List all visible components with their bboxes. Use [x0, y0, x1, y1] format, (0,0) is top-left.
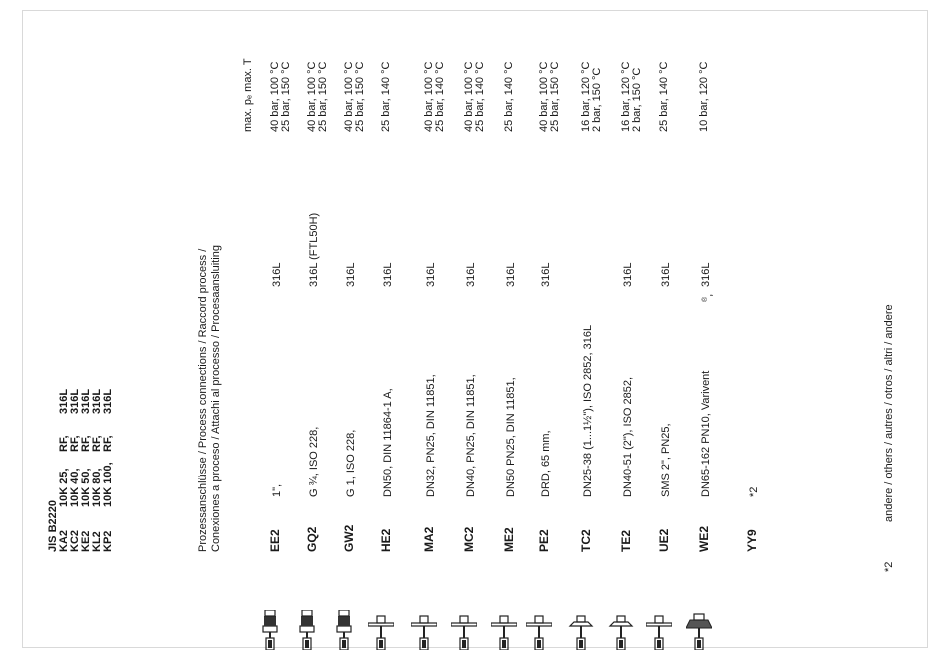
row-material: 316L (FTL50H): [308, 212, 320, 287]
row-code: GW2: [342, 524, 356, 552]
row-max-pressure-1: 40 bar, 100 °C: [343, 61, 355, 132]
row-code: YY9: [745, 529, 759, 552]
jis-spec: 10K 40,: [69, 468, 81, 507]
sensor-clamp-icon: [608, 610, 634, 650]
row-material: 316L: [271, 262, 283, 287]
row-code: WE2: [697, 525, 711, 552]
jis-code: KL2: [91, 531, 103, 552]
sensor-clamp-icon: [568, 610, 594, 650]
row-max-pressure-2: 25 bar, 140 °C: [434, 61, 446, 132]
row-code: PE2: [537, 529, 551, 552]
row-description: *2: [748, 486, 760, 497]
jis-flange: RF,: [58, 435, 70, 452]
row-code: EE2: [268, 529, 282, 552]
jis-material: 316L: [69, 388, 81, 414]
max-label: max. pₑ max. T: [242, 58, 254, 132]
row-code: MC2: [462, 526, 476, 552]
sensor-flange-icon: [451, 610, 477, 650]
row-max-pressure-1: 40 bar, 100 °C: [538, 61, 550, 132]
row-max-pressure-1: 25 bar, 140 °C: [503, 61, 515, 132]
row-max-pressure-2: 2 bar, 150 °C: [631, 67, 643, 132]
row-material: 316L: [382, 262, 394, 287]
sensor-varivent-icon: [686, 610, 712, 650]
jis-flange: RF,: [80, 435, 92, 452]
row-max-pressure-2: 25 bar, 150 °C: [280, 61, 292, 132]
registered-mark: ®: [702, 296, 709, 302]
row-max-pressure-2: 2 bar, 150 °C: [591, 67, 603, 132]
row-max-pressure-1: 10 bar, 120 °C: [698, 61, 710, 132]
jis-code: KC2: [69, 529, 81, 552]
jis-flange: RF,: [69, 435, 81, 452]
row-description: DN50, DIN 11864-1 A,: [382, 388, 394, 497]
jis-flange: RF,: [91, 435, 103, 452]
jis-spec: 10K 50,: [80, 468, 92, 507]
jis-material: 316L: [102, 388, 114, 414]
sensor-flange-icon: [646, 610, 672, 650]
row-description: DN40-51 (2"), ISO 2852,: [622, 376, 634, 497]
row-description: SMS 2", PN25,: [660, 423, 672, 497]
row-description: G 1, ISO 228,: [345, 429, 357, 497]
row-description: DN32, PN25, DIN 11851,: [425, 374, 437, 497]
row-max-pressure-2: 25 bar, 150 °C: [317, 61, 329, 132]
jis-flange: RF,: [102, 435, 114, 452]
row-description-suffix: [700, 294, 715, 302]
row-description: DRD, 65 mm,: [540, 430, 552, 497]
jis-spec: 10K 80,: [91, 468, 103, 507]
row-code: TE2: [619, 529, 633, 552]
sensor-flange-icon: [411, 610, 437, 650]
row-max-pressure-1: 25 bar, 140 °C: [380, 61, 392, 132]
row-material: 316L: [700, 262, 712, 287]
jis-code: KE2: [80, 530, 92, 552]
row-max-pressure-1: 40 bar, 100 °C: [306, 61, 318, 132]
sensor-flange-icon: [491, 610, 517, 650]
row-max-pressure-1: 40 bar, 100 °C: [423, 61, 435, 132]
jis-spec: 10K 25,: [58, 468, 70, 507]
jis-code: KA2: [58, 529, 70, 552]
row-description: 1",: [271, 483, 283, 497]
row-description: DN50 PN25, DIN 11851,: [505, 377, 517, 497]
row-material: 316L: [540, 262, 552, 287]
row-max-pressure-1: 16 bar, 120 °C: [620, 61, 632, 132]
row-max-pressure-2: 25 bar, 150 °C: [354, 61, 366, 132]
jis-spec: 10K 100,: [102, 462, 114, 507]
jis-code: KP2: [102, 530, 114, 552]
row-code: GQ2: [305, 526, 319, 552]
footnote-marker: *2: [883, 561, 895, 572]
row-description: DN40, PN25, DIN 11851,: [465, 374, 477, 497]
sensor-flange-icon: [526, 610, 552, 650]
row-max-pressure-1: 16 bar, 120 °C: [580, 61, 592, 132]
row-material: 316L: [505, 262, 517, 287]
row-material: 316L: [345, 262, 357, 287]
row-max-pressure-1: 40 bar, 100 °C: [269, 61, 281, 132]
description-tail: ,: [702, 293, 715, 297]
row-code: HE2: [379, 528, 393, 552]
sensor-threaded-icon: [331, 610, 357, 650]
row-description: DN25-38 (1...1½"), ISO 2852, 316L: [582, 324, 594, 497]
row-description: G ¾, ISO 228,: [308, 426, 320, 497]
row-material: 316L: [660, 262, 672, 287]
sensor-threaded-icon: [294, 610, 320, 650]
row-code: TC2: [579, 529, 593, 552]
row-max-pressure-2: 25 bar, 150 °C: [549, 61, 561, 132]
header-line-2: Conexiones a proceso / Attachi al processo / Procesaansluiting: [210, 245, 222, 552]
row-code: MA2: [422, 526, 436, 552]
row-max-pressure-1: 40 bar, 100 °C: [463, 61, 475, 132]
row-material: 316L: [622, 262, 634, 287]
sensor-flange-icon: [368, 610, 394, 650]
footnote-text: andere / others / autres / otros / altri / andere: [883, 304, 895, 522]
row-code: UE2: [657, 528, 671, 552]
jis-material: 316L: [80, 388, 92, 414]
row-max-pressure-2: 25 bar, 140 °C: [474, 61, 486, 132]
jis-material: 316L: [91, 388, 103, 414]
jis-title: JIS B2220: [47, 500, 59, 552]
jis-material: 316L: [58, 388, 70, 414]
sensor-threaded-icon: [257, 610, 283, 650]
header-line-1: Prozessanschlüsse / Process connections / Raccord process /: [197, 248, 209, 552]
row-material: 316L: [425, 262, 437, 287]
row-max-pressure-1: 25 bar, 140 °C: [658, 61, 670, 132]
row-material: 316L: [465, 262, 477, 287]
row-description: DN65-162 PN10, Varivent: [700, 370, 712, 497]
row-code: ME2: [502, 527, 516, 552]
